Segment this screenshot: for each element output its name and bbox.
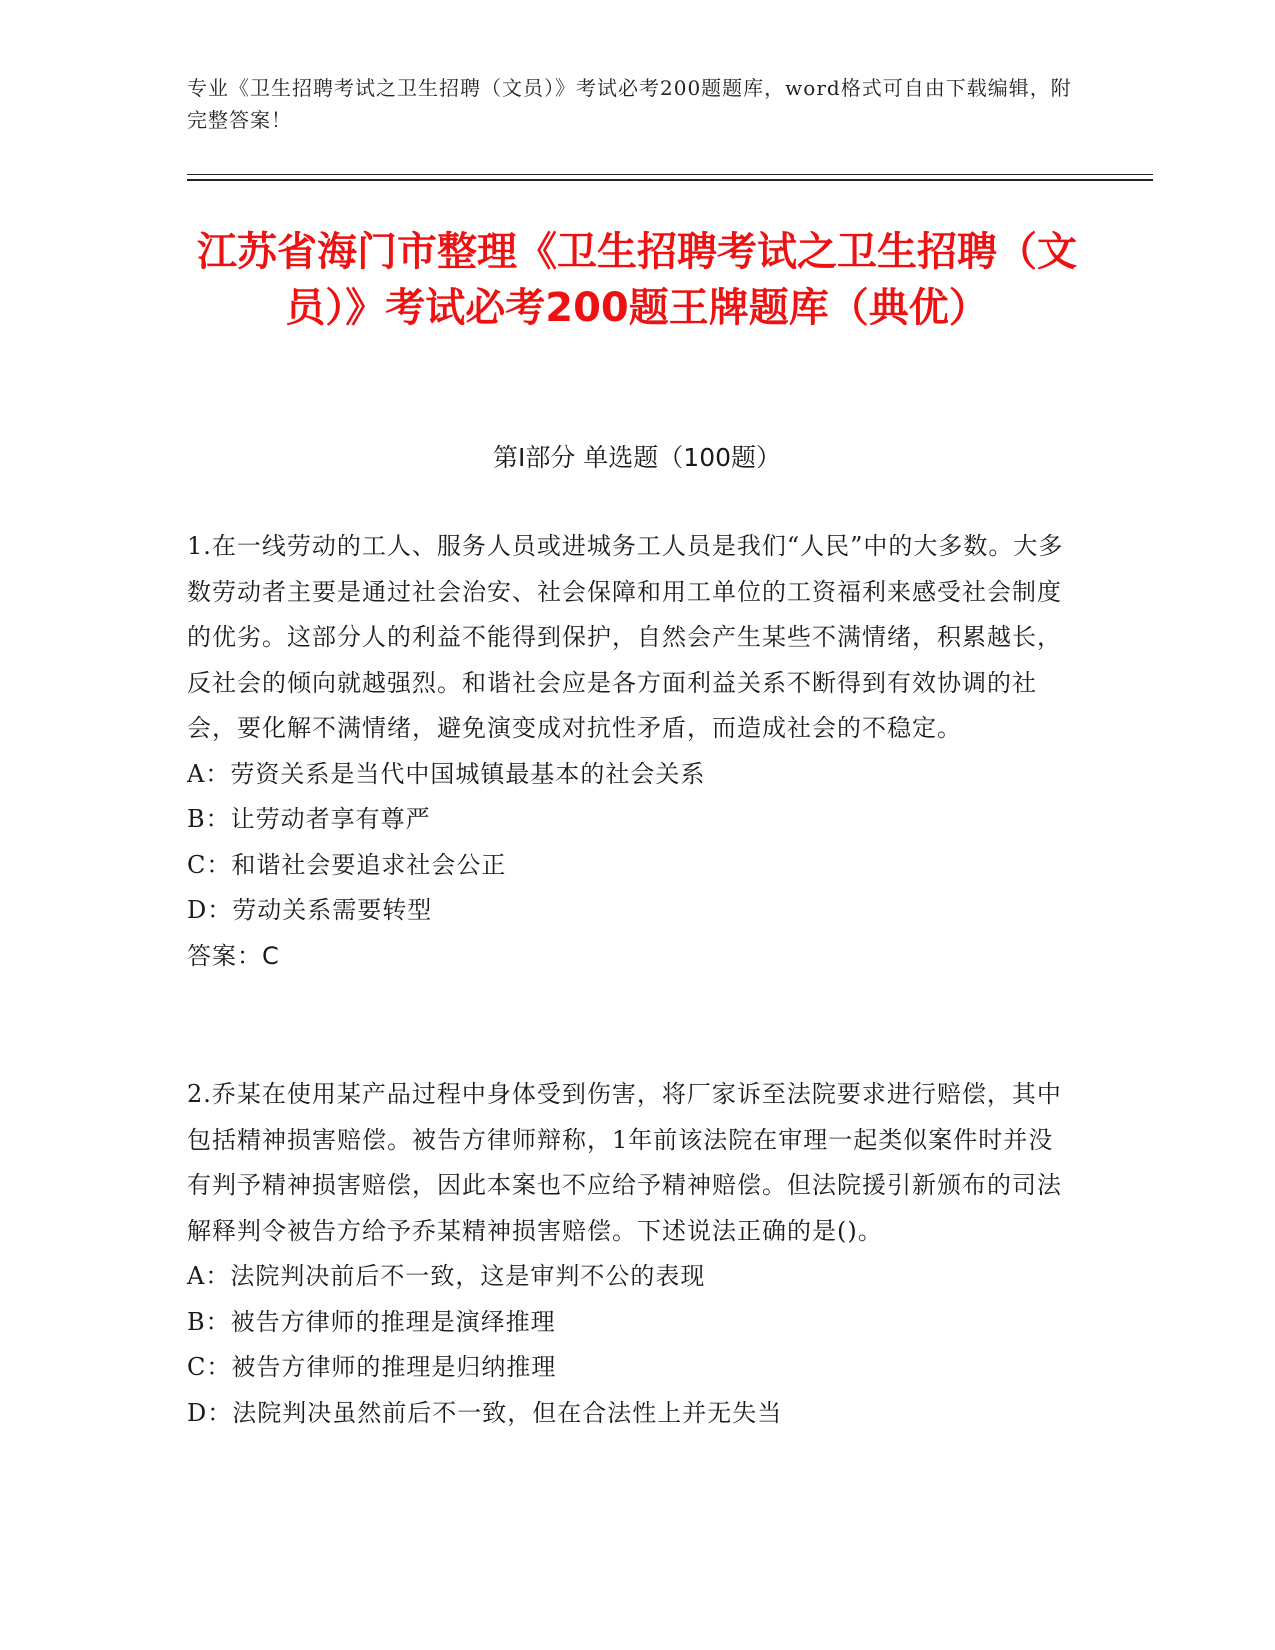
- question-1-option-c: C：和谐社会要追求社会公正: [187, 850, 507, 879]
- question-1-answer: 答案：C: [187, 941, 280, 970]
- question-2-stem: 2.乔某在使用某产品过程中身体受到伤害，将厂家诉至法院要求进行赔偿，其中包括精神损害赔偿。被告方律师辩称，1年前该法院在审理一起类似案件时并没有判予精神损害赔偿，因此本案也不应给予精神赔偿。但法院援引新颁布的司法解释判令被告方给予乔某精神损害赔偿。下述说法正确的是()。: [187, 1080, 1062, 1245]
- section-heading: 第Ⅰ部分 单选题（100题）: [492, 443, 782, 472]
- question-2-option-b: B：被告方律师的推理是演绎推理: [187, 1307, 556, 1336]
- question-2-option-d: D：法院判决虽然前后不一致，但在合法性上并无失当: [187, 1398, 783, 1427]
- header-divider-thick: [187, 179, 1153, 181]
- question-2-option-c: C：被告方律师的推理是归纳推理: [187, 1353, 557, 1381]
- header-divider-thin: [187, 174, 1153, 175]
- header-note: 专业《卫生招聘考试之卫生招聘（文员）》考试必考200题题库，word格式可自由下载编辑，附完整答案！: [187, 76, 1072, 132]
- question-1-option-b: B：让劳动者享有尊严: [187, 805, 431, 833]
- question-2: [187, 1072, 1075, 1436]
- question-1-stem: 1.在一线劳动的工人、服务人员或进城务工人员是我们“人民”中的大多数。大多数劳动者主要是通过社会治安、社会保障和用工单位的工资福利来感受社会制度的优劣。这部分人的利益不能得到保护，自然会产生某些不满情绪，积累越长，反社会的倾向就越强烈。和谐社会应是各方面利益关系不断得到有效协调的社会，要化解不满情绪，避免演变成对抗性矛盾，而造成社会的不稳定。: [187, 532, 1064, 742]
- question-1-option-d: D：劳动关系需要转型: [187, 896, 433, 924]
- document-title: 江苏省海门市整理《卫生招聘考试之卫生招聘（文员）》考试必考200题王牌题库（典优）: [197, 229, 1077, 331]
- question-1-option-a: A：劳资关系是当代中国城镇最基本的社会关系: [187, 759, 706, 788]
- question-2-option-a: A：法院判决前后不一致，这是审判不公的表现: [187, 1262, 706, 1290]
- question-1: [187, 524, 1075, 979]
